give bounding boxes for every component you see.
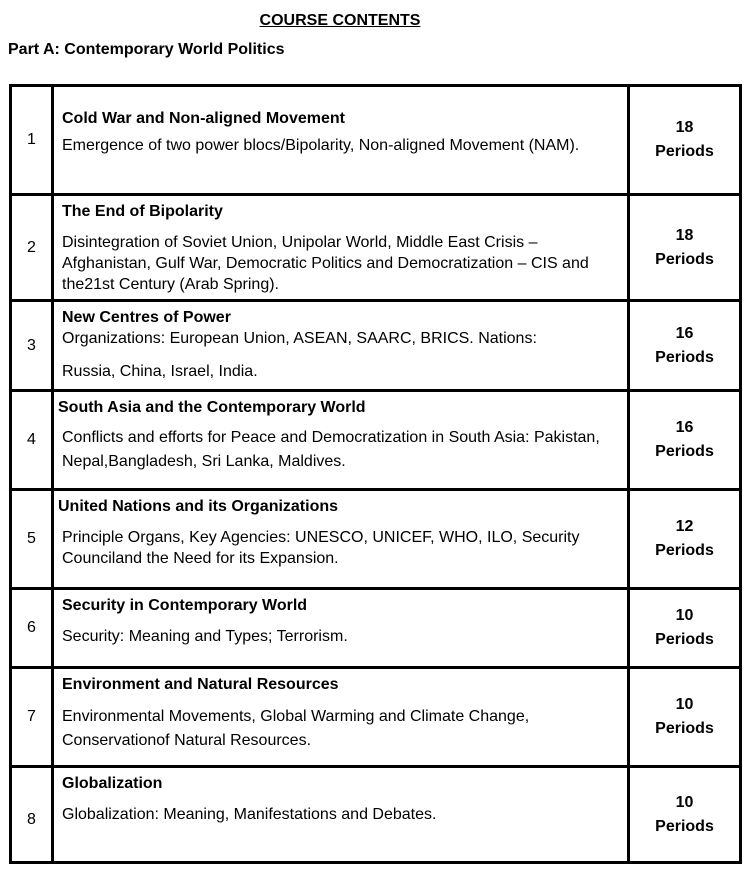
unit-description: Environmental Movements, Global Warming and Climate Change, Conservationof Natural Resources. xyxy=(62,708,530,749)
table-row xyxy=(11,668,741,767)
unit-title: Security in Contemporary World xyxy=(62,597,308,614)
section-subtitle: Part A: Contemporary World Politics xyxy=(8,41,285,58)
period-unit: Periods xyxy=(655,631,714,648)
period-unit: Periods xyxy=(655,143,714,160)
table-row xyxy=(11,301,741,391)
table-row xyxy=(11,195,741,301)
unit-content xyxy=(53,195,629,301)
unit-content xyxy=(53,391,629,490)
unit-periods xyxy=(629,86,741,195)
period-count: 18 xyxy=(675,119,694,136)
unit-title: New Centres of Power xyxy=(62,309,231,326)
unit-number: 5 xyxy=(11,490,53,589)
period-count: 10 xyxy=(675,607,694,624)
unit-description: Conflicts and efforts for Peace and Democratization in South Asia: Pakistan, Nepal,Bangladesh, Sri Lanka, Maldives. xyxy=(62,429,600,470)
unit-number: 7 xyxy=(11,668,53,767)
period-unit: Periods xyxy=(655,250,714,268)
unit-number: 8 xyxy=(11,767,53,863)
unit-title: Cold War and Non-aligned Movement xyxy=(62,110,345,127)
unit-content xyxy=(53,767,629,863)
course-contents-table xyxy=(9,84,742,864)
unit-description: Globalization: Meaning, Manifestations and Debates. xyxy=(62,806,437,823)
unit-periods xyxy=(629,490,741,589)
table-row xyxy=(11,767,741,863)
unit-title: Globalization xyxy=(62,775,163,792)
unit-content xyxy=(53,589,629,668)
period-unit: Periods xyxy=(655,443,714,460)
unit-title: Environment and Natural Resources xyxy=(62,676,339,693)
unit-periods xyxy=(629,668,741,767)
unit-periods xyxy=(629,767,741,863)
unit-description: Disintegration of Soviet Union, Unipolar World, Middle East Crisis – Afghanistan, Gulf War, Democratic Politics and Democratization – CIS and the21st Century (Arab Spring). xyxy=(62,234,589,293)
unit-content xyxy=(53,86,629,195)
unit-number: 2 xyxy=(11,195,53,301)
period-unit: Periods xyxy=(655,720,714,737)
period-unit: Periods xyxy=(655,348,714,366)
period-count: 16 xyxy=(675,324,694,342)
table-row xyxy=(11,391,741,490)
period-unit: Periods xyxy=(655,542,714,559)
unit-description-continued: Russia, China, Israel, India. xyxy=(62,363,258,380)
table-row xyxy=(11,490,741,589)
unit-periods xyxy=(629,301,741,391)
unit-description: Security: Meaning and Types; Terrorism. xyxy=(62,628,348,645)
unit-description: Principle Organs, Key Agencies: UNESCO, UNICEF, WHO, ILO, Security Counciland the Need for its Expansion. xyxy=(62,529,580,567)
unit-number: 1 xyxy=(11,86,53,195)
unit-periods xyxy=(629,195,741,301)
period-unit: Periods xyxy=(655,817,714,835)
unit-title: South Asia and the Contemporary World xyxy=(58,399,366,416)
period-count: 10 xyxy=(675,793,694,811)
unit-number: 6 xyxy=(11,589,53,668)
unit-content xyxy=(53,668,629,767)
unit-number: 4 xyxy=(11,391,53,490)
unit-periods xyxy=(629,391,741,490)
unit-number: 3 xyxy=(11,301,53,391)
unit-description: Emergence of two power blocs/Bipolarity, Non-aligned Movement (NAM). xyxy=(62,137,580,154)
unit-content xyxy=(53,490,629,589)
page-title: COURSE CONTENTS xyxy=(259,12,421,29)
period-count: 12 xyxy=(675,518,694,535)
unit-content xyxy=(53,301,629,391)
table-row xyxy=(11,589,741,668)
unit-title: United Nations and its Organizations xyxy=(58,498,339,515)
unit-title: The End of Bipolarity xyxy=(62,203,223,220)
period-count: 18 xyxy=(675,226,694,244)
unit-periods xyxy=(629,589,741,668)
period-count: 10 xyxy=(675,696,694,713)
unit-description: Organizations: European Union, ASEAN, SAARC, BRICS. Nations: xyxy=(62,330,537,347)
period-count: 16 xyxy=(675,419,694,436)
table-row xyxy=(11,86,741,195)
